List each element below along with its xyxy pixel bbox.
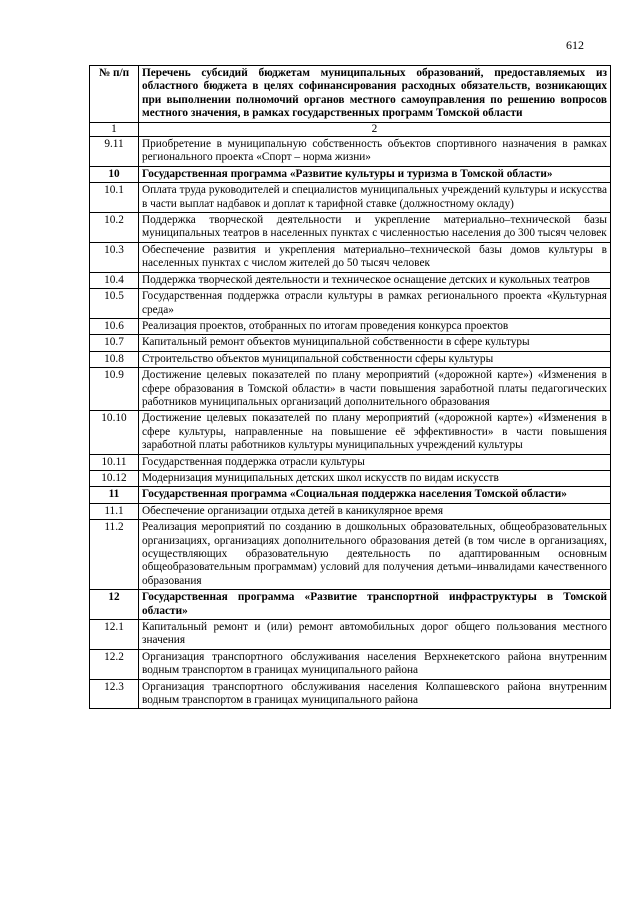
table-row [90,289,611,319]
program-row [90,590,611,620]
row-number: 10.7 [90,335,139,351]
program-row [90,487,611,503]
table-row [90,368,611,411]
program-row [90,166,611,182]
row-number: 12 [90,590,139,620]
table-body [90,137,611,709]
row-number: 11 [90,487,139,503]
row-description: Государственная поддержка отрасли культуры [139,454,611,470]
table-row [90,242,611,272]
column-number-2: 2 [139,122,611,136]
row-description: Поддержка творческой деятельности и техническое оснащение детских и кукольных театров [139,272,611,288]
table-row [90,520,611,590]
column-numbers-row [90,122,611,136]
table-row [90,272,611,288]
row-description: Реализация мероприятий по созданию в дошкольных образовательных, общеобразовательных организациях, организациях дополнительного образования детей (в том числе в организациях, осуществляющих образовательную деятельность по адаптированным основным общеобразовательным программам) условий для получения детьми–инвалидами качественного образования [139,520,611,590]
row-description: Капитальный ремонт объектов муниципальной собственности в сфере культуры [139,335,611,351]
table-row [90,620,611,650]
row-number: 12.3 [90,679,139,709]
row-description: Государственная поддержка отрасли культуры в рамках регионального проекта «Культурная среда» [139,289,611,319]
row-number: 10.6 [90,318,139,334]
row-number: 10.11 [90,454,139,470]
table-row [90,454,611,470]
table-row [90,335,611,351]
subsidies-table [89,65,611,709]
row-description: Государственная программа «Социальная поддержка населения Томской области» [139,487,611,503]
table-row [90,213,611,243]
table-row [90,470,611,486]
row-number: 12.2 [90,649,139,679]
row-description: Обеспечение развития и укрепления материально–технической базы домов культуры в населенных пунктах с числом жителей до 50 тысяч человек [139,242,611,272]
row-description: Государственная программа «Развитие транспортной инфраструктуры в Томской области» [139,590,611,620]
header-number-column: № п/п [90,66,139,123]
row-description: Оплата труда руководителей и специалистов муниципальных учреждений культуры и искусства в части выплат надбавок и доплат к тарифной ставке (должностному окладу) [139,183,611,213]
row-number: 10 [90,166,139,182]
table-row [90,679,611,709]
table-row [90,183,611,213]
row-number: 10.10 [90,411,139,454]
row-number: 10.2 [90,213,139,243]
row-number: 10.4 [90,272,139,288]
table-row [90,649,611,679]
row-number: 10.9 [90,368,139,411]
row-description: Организация транспортного обслуживания населения Верхнекетского района внутренним водным транспортом в границах муниципального района [139,649,611,679]
row-description: Строительство объектов муниципальной собственности сферы культуры [139,351,611,367]
row-description: Достижение целевых показателей по плану мероприятий («дорожной карте») «Изменения в сфере культуры, направленные на повышение её эффективности» в части повышения заработной платы работников культуры муниципальных учреждений культуры [139,411,611,454]
table-header-row [90,66,611,123]
row-number: 10.12 [90,470,139,486]
column-number-1: 1 [90,122,139,136]
row-description: Капитальный ремонт и (или) ремонт автомобильных дорог общего пользования местного значения [139,620,611,650]
row-description: Организация транспортного обслуживания населения Колпашевского района внутренним водным транспортом в границах муниципального района [139,679,611,709]
row-description: Обеспечение организации отдыха детей в каникулярное время [139,503,611,519]
header-list-column: Перечень субсидий бюджетам муниципальных образований, предоставляемых из областного бюджета в целях софинансирования расходных обязательств, возникающих при выполнении полномочий органов местного самоуправления по решению вопросов местного значения, в рамках государственных программ Томской области [139,66,611,123]
row-number: 11.1 [90,503,139,519]
row-description: Приобретение в муниципальную собственность объектов спортивного назначения в рамках регионального проекта «Спорт – норма жизни» [139,137,611,167]
row-number: 10.1 [90,183,139,213]
table-row [90,137,611,167]
row-description: Достижение целевых показателей по плану мероприятий («дорожной карте») «Изменения в сфере образования в Томской области» в части повышения заработной платы педагогических работников муниципальных организаций дополнительного образования [139,368,611,411]
row-description: Реализация проектов, отобранных по итогам проведения конкурса проектов [139,318,611,334]
table-row [90,503,611,519]
table-row [90,318,611,334]
row-number: 10.5 [90,289,139,319]
row-number: 9.11 [90,137,139,167]
row-description: Государственная программа «Развитие культуры и туризма в Томской области» [139,166,611,182]
table-row [90,411,611,454]
table-row [90,351,611,367]
page-number: 612 [566,38,584,52]
row-description: Поддержка творческой деятельности и укрепление материально–технической базы муниципальных театров в населенных пунктах с численностью населения до 300 тысяч человек [139,213,611,243]
row-number: 11.2 [90,520,139,590]
row-number: 10.3 [90,242,139,272]
row-number: 10.8 [90,351,139,367]
row-description: Модернизация муниципальных детских школ искусств по видам искусств [139,470,611,486]
row-number: 12.1 [90,620,139,650]
